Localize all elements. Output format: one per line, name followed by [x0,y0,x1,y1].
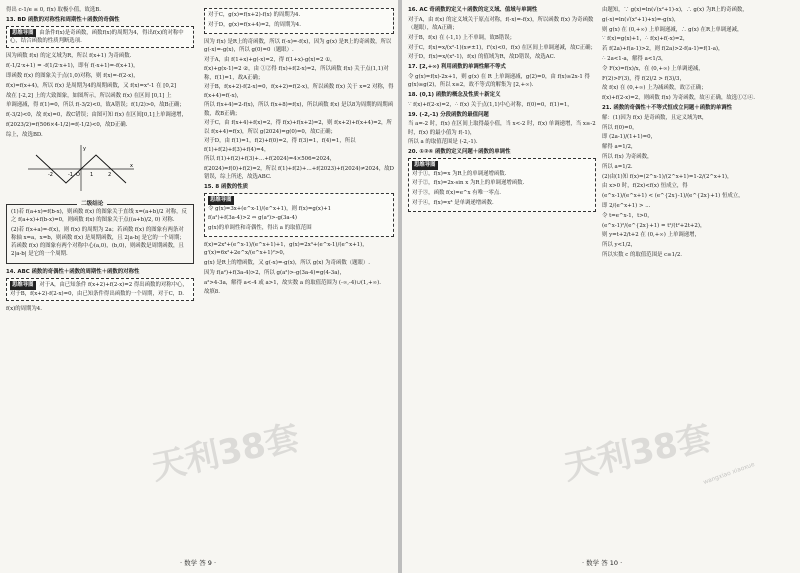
text-line: (e^x-1)²/(e^{2x}+1) = t²/(t²+2t+2)， [602,222,706,229]
text-line: f(x)+g(x-1)=2 ②，由 ①②得 f(x)+f(2-x)=2，所以函数 f(x) 关于点(1,1)对称，f(1)=1，故A正确； [204,66,389,81]
text-line: f(x)+f(2-x)=2，则函数 f(x) 为奇函数，故④正确，故选①②④. [602,95,756,102]
text-line: f(x)的周期为4. [6,305,42,312]
text-line: 所以 f(x+4)=2-f(x)，所以 f(x+8)=f(x)，所以函数 f(x) 是以8为周期的周期函数，故B正确； [204,102,394,117]
text-line: 故 f(x) 在 (0,+∞) 上为减函数，故②正确； [602,85,707,92]
text-line: ∵ f(x)+f(2-x)=2，∴ f(x) 关于点(1,1)中心对称，f(0)=0，f(1)=1， [408,101,573,108]
text-line: 解：(1)因为 f(x) 是奇函数，且定义域为R， [602,114,708,121]
text-line: 所以 a=1/2. [602,163,633,170]
text-line: f(2024)=f(0)+f(2)=2，所以 f(1)+f(2)+…+f(2023)+f(2024)≠2024，故D错误，综上所述，故选ABC. [204,166,394,181]
stamp-text: wangxiao xiaoxue [702,460,756,487]
conclusion-item: (1)若 f(a+x)=f(b-x)，则函数 f(x) 的图象关于直线 x=(a+b)/2 对称，反之 f(a+x)+f(b-x)=0，则函数 f(x) 的图象关于点((a+b)/2, 0) 对称. [11,208,187,223]
box-line: 令 g(x)=3x+(e^x-1)/(e^x+1)，则 f(x)=g(x)+1 [208,205,332,212]
box-line: g(x)的单调性和奇偶性，得出 a 的取值范围 [208,225,312,232]
text-line: 所以 f(x) 为奇函数， [602,153,653,160]
text-line: 若 f(2a)+f(a-1)>2，则 f(2a)>2-f(a-1)=f(1-a)， [602,46,724,53]
text-line: 令 F(x)=f(x)/x，在 (0,+∞) 上单调递减， [602,65,704,72]
svg-text:y: y [83,145,86,152]
text-line: 则 y=t+2/t+2 在 (0,+∞) 上单调递增， [602,232,700,239]
mind-map-box [6,278,194,300]
text-line: 所以实数 c 的取值范围是 c≥1/2. [602,251,682,258]
text-line: g(x) 是R上的增函数，又 g(-x)=-g(x)，所以 g(x) 为奇函数（题眼）. [204,259,370,266]
question-20-title: 20. ①②④ 函数的定义问题＋函数的单调性 [408,149,511,156]
mind-map-tag: 思维导图 [12,282,34,289]
question-18-title: 18. (0,1) 函数的概念及性质＋新定义 [408,91,501,98]
text-line: 得出 c-1/e ≤ 0, f(x) 取极小值，故选B. [6,7,101,13]
mind-map-box [6,26,194,48]
text-line: 即 2/(e^x+1) > ... [602,202,651,209]
text-line: 因为 f(x) 是R上的奇函数，所以 f(-x)=-f(x)，因为 g(x) 是R上的奇函数，所以 g(-x)=-g(x)，所以 g(0)=0（题眼）. [204,38,392,53]
text-line: 即 (2a-1)/(1+1)=0， [602,134,656,141]
text-line: 解得 a=1/2， [602,144,637,151]
mind-map-text: 对于A，由已知条件 f(x+2)+f(2-x)=2 得出函数的对称中心，对于B，f(x+2)-f(2-x)=0，由已知条件得出函数的一个周期，对于C，D. [10,282,188,297]
text-line: F(2)>F(3)，得 f(2)/2 > f(3)/3， [602,75,685,82]
question-19-title: 19. (-2,-1) 分段函数的最值问题 [408,111,489,118]
text-line: f(-1/2·x+1) = -f(1/2·x+1)，即有 f(-x+1)=-f(x+1)， [6,63,139,70]
text-line: f(x)=f(x+4)，所以 f(x) 是周期为4的周期函数，又 f(x)=x²-1 在 [0,2] [6,82,177,89]
text-line: 对于B，f(x+2)-f(2-x)=0，f(x+2)=f(2-x)，所以函数 f(x) 关于 x=2 对称，得 f(x+4)=f(-x)， [204,84,394,99]
text-line: 综上，故选BD. [6,131,43,138]
text-line: 所以 f(1)+f(2)+f(3)+…+f(2024)=4×506=2024， [204,156,336,163]
box-line: f(a²)+f(3a-4)>2 ⇔ g(a²)>-g(3a-4) [208,215,298,222]
svg-text:-1: -1 [68,171,73,178]
conclusion-box [6,200,194,264]
watermark: 天利38套 [560,417,715,489]
question-13-title: 13. BD 函数的对称性和周期性＋函数的奇偶性 [6,16,120,23]
mind-map-tag: 思维导图 [210,197,232,204]
text-line: 因为 f(a²)+f(3a-4)>2，所以 g(a²)>-g(3a-4)=g(4-3a)， [204,269,345,276]
right-column-2 [602,6,794,261]
page-footer: · 数学 答 10 · [582,559,623,567]
box-line: 对于④，f(x)=x³ 是单调递增函数. [412,199,494,206]
question-21-title: 21. 函数的奇偶性＋不等式恒成立问题＋函数的单调性 [602,104,733,111]
mind-map-box [204,193,394,237]
text-line: 对于C，f(x)=x/(x²-1)(x≠±1)，f'(x)<0，f(x) 在区间上单调递减，故C正确； [408,44,596,51]
text-line: f(-3/2)<0，故 f(x)=0，故C错误；由图可知 f(x) 在区间[0,1]上单调递增， [6,112,187,119]
text-line: 令 g(x)=f(x)-2x+1，则 g(x) 在 R 上单调递减，g(2)=0，由 f(x)≥2x-1 得 g(x)≥g(2)，所以 x≥2，故不等式的解集为 [2,+∞). [408,73,590,89]
left-column-1 [6,6,194,315]
text-line: 由题知，∵ g(x)=ln(√(x²+1)-x)，∴ g(x) 为R上的奇函数， [602,7,748,13]
text-line: (e^x-1)/(e^x+1) < (e^{2x}-1)/(e^{2x}+1) 恒成立， [602,193,744,200]
text-line: f(2023/2)=f(506×4-1/2)=f(-1/2)<0，故D正确. [6,121,128,128]
svg-text:1: 1 [90,171,94,178]
svg-text:O: O [76,171,80,178]
text-line: 对于A，由 f(x) 的定义域关于原点对称，f(-x)=-f(x)，所以函数 f(x) 为奇函数（题眼），故A正确； [408,16,594,31]
text-line: 因为函数 f(x) 的定义域为R，所以 f(x+1) 为奇函数. [6,53,132,60]
text-line: 对于D，由 f(1)=1，f(2)+f(0)=2，得 f(3)=1，f(4)=1，所以 f(1)+f(2)+f(3)+f(4)=4， [204,138,356,153]
box-line: 对于D，g(x)=f(x+4)=2，的周期为4. [208,21,301,28]
text-line: g(-x)=ln(√(x²+1)+x)=-g(x)， [602,16,680,23]
left-page [0,0,398,573]
right-column-1 [408,6,596,216]
text-line: f(x)=2x³+(e^x-1)/(e^x+1)+1，g(x)=2x³+(e^x-1)/(e^x+1)，g'(x)=6x²+2e^x/(e^x+1)²>0， [204,241,368,257]
mind-map-text: 由条件f(x)是奇函数，函数f(x)的周期为4，得出f(x)的对称中心，结合函数的性质判断选项. [10,30,184,45]
watermark: 天利38套 [148,417,303,489]
question-16-title: 16. AC 奇函数的定义＋函数的定义域、值域与单调性 [408,7,538,13]
box-line: 对于C，g(x)=f(x+2)-f(x) 的周期为4. [208,12,301,18]
text-line: 当 a=-2 时，f(x) 在区间上取得最小值，当 x<-2 时，f(x) 单调递增，当 x≥-2 时，f(x) 的最小值为 f(-1)， [408,121,596,136]
page-footer: · 数学 答 9 · [180,559,217,567]
mind-map-box [408,158,596,211]
text-line: 对于B，f(x) 在 (-1,1) 上不单调，故B错误； [408,34,515,41]
text-line: 即函数 f(x) 的图象关于点(1,0)对称，则 f(x)=-f(2-x)， [6,73,139,79]
right-page [402,0,800,573]
svg-text:2: 2 [108,171,112,178]
mind-map-tag: 思维导图 [12,30,34,36]
dashed-box [204,8,394,34]
question-17-title: 17. [2,+∞) 利用函数的单调性解不等式 [408,64,506,71]
question-15-title: 15. 8 函数的性质 [204,184,249,191]
box-line: 对于①，f(x)=x 为R上的单调递增函数. [412,170,507,177]
function-graph [26,143,136,193]
left-column-2 [204,6,394,298]
box-line: 对于②，f(x)=2x-sin x 为R上的单调递增函数. [412,180,525,187]
text-line: 对于A，由 f(1+x)+g(-x)=2，得 f(1+x)-g(x)=2 ①， [204,56,336,63]
text-line: 故在 [-2,2] 上的大致图象，如图所示，所以函数 f(x) 在区间 [0,1] 上 [6,92,172,99]
text-line: 令 t=e^x-1，t>0， [602,212,653,219]
box-line: 对于③，函数 f(x)=e^x 有唯一零点. [412,190,501,197]
text-line: 则 g(x) 在 (0,+∞) 上单调递减，∴ g(x) 在R上单调递减， [602,26,743,33]
text-line: 由 x>0 时，f(2x)<f(x) 恒成立，得 [602,183,688,190]
text-line: 对于C，由 f(x+4)+f(x)=2，得 f(x)+f(x+2)=2，则 f(x+2)+f(x+4)=2，所以 f(x+4)=f(x)，所以 g(2024)=g(0)=0，故C正确； [204,120,392,135]
text-line: 单调递减，得 f(1)=0，所以 f(-3/2)<0，故A错误；f(1/2)>0，故B正确； [6,102,185,109]
conclusion-item: (2)若 f(x+a)=-f(x)，则 f(x) 的周期为 2a；若函数 f(x) 的图象有两条对称轴 x=a，x=b，则函数 f(x) 是周期函数，且 2|a-b| 是它的一个周期；若函数 f(x) 的图象有两个对称中心(a,0)，(b,0)，则函数是周期函数，且 2|a-b| 是它的一个周期. [11,226,185,258]
text-line: 所以 y<1/2， [602,242,637,249]
svg-text:-2: -2 [48,171,53,178]
text-line: 对于D，f(x)=x/(x²-1)，f(x) 的值域为R，故D错误，故选AC. [408,54,556,61]
text-line: ∴ 2a<1-a，解得 a<1/3， [602,55,667,62]
text-line: 故填8. [204,289,220,296]
text-line: ∵ f(x)=g(x)+1，∴ f(x)+f(-x)=2， [602,36,689,43]
mind-map-tag: 思维导图 [414,162,436,169]
text-line: 所以 a 的取值范围是 (-2,-1). [408,139,478,146]
conclusion-title: 二级结论 [77,200,107,208]
text-line: (2)由(1)知 f(x)=(2^x-1)/(2^x+1)=1-2/(2^x+1)， [602,173,733,180]
question-14-title: 14. ABC 函数的奇偶性＋函数的周期性＋函数的对称性 [6,269,140,276]
text-line: a²>4-3a，解得 a<-4 或 a>1，故实数 a 的取值范围为 (-∞,-4)∪(1,+∞). [204,279,381,286]
text-line: 所以 f(0)=0， [602,124,638,131]
svg-text:x: x [130,162,133,169]
